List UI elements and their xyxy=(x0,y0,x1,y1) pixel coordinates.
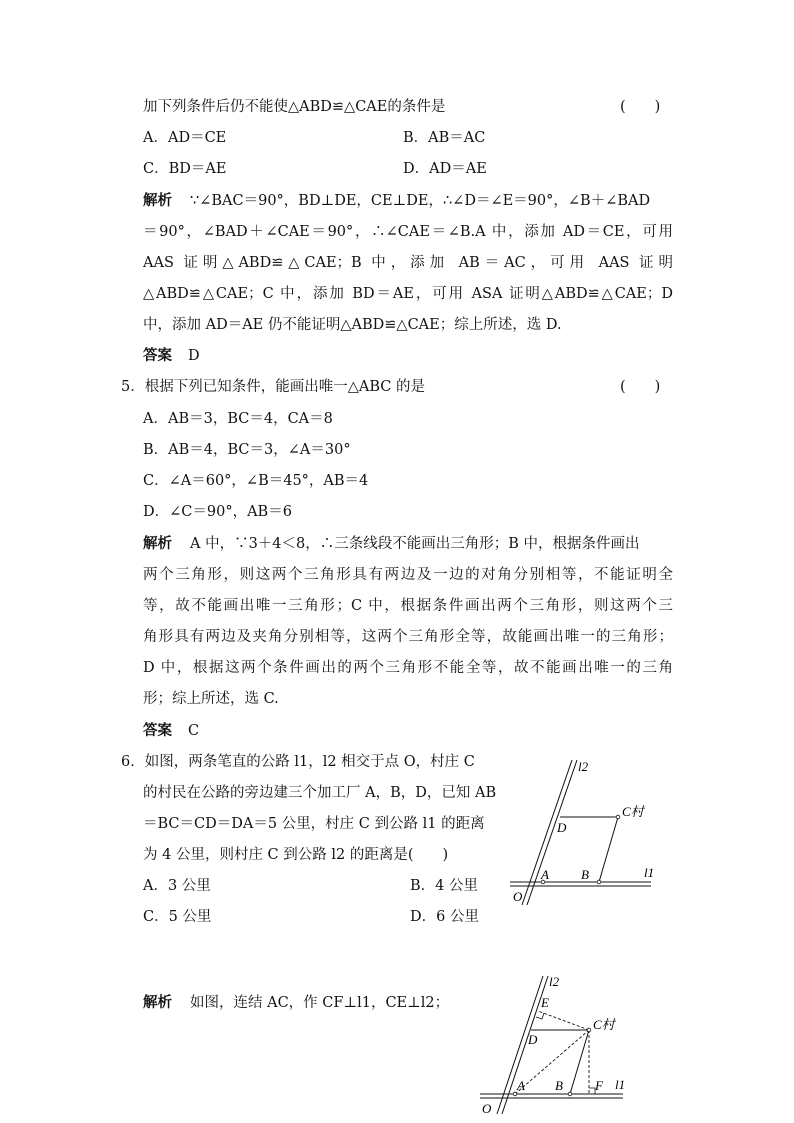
label-l1: l1 xyxy=(644,865,655,880)
label-d: D xyxy=(528,1032,538,1047)
label-l2: l2 xyxy=(578,759,589,774)
q5-answer: C xyxy=(188,723,200,739)
q6-option-a: A．3 公里 xyxy=(143,878,211,894)
label-c: C村 xyxy=(622,804,644,819)
q4-analysis-label: 解析 xyxy=(143,193,172,209)
q4-stem: 加下列条件后仍不能使△ABD≌△CAE的条件是 xyxy=(143,99,446,115)
segment-ce xyxy=(538,1011,589,1030)
label-l2: l2 xyxy=(549,974,560,989)
q4-analysis-line-5: 中，添加 AD＝AE 仍不能证明△ABD≌△CAE；综上所述，选 D. xyxy=(143,317,562,333)
label-f: F xyxy=(595,1078,603,1093)
q5-option-d: D．∠C＝90°，AB＝6 xyxy=(143,504,292,520)
q5-option-c: C．∠A＝60°，∠B＝45°，AB＝4 xyxy=(143,473,369,489)
q4-option-a: A．AD＝CE xyxy=(143,130,227,146)
q5-option-a: A．AB＝3，BC＝4，CA＝8 xyxy=(143,411,333,427)
q4-analysis-line-3: AAS 证明△ABD≌△CAE；B 中，添加 AB＝AC，可用 AAS 证明 xyxy=(143,255,673,271)
label-d: D xyxy=(557,820,567,835)
label-o: O xyxy=(482,1101,492,1116)
q4-option-c: C．BD＝AE xyxy=(143,161,227,177)
q6-stem-line-1: 6．如图，两条笔直的公路 l1，l2 相交于点 O，村庄 C xyxy=(121,754,475,770)
label-l1: l1 xyxy=(615,1077,626,1092)
q6-option-c: C．5 公里 xyxy=(143,909,212,925)
label-a: A xyxy=(517,1078,525,1093)
label-b: B xyxy=(581,867,589,882)
q5-analysis-line-6: 形；综上所述，选 C. xyxy=(143,691,279,707)
q6-figure-2 xyxy=(475,968,635,1118)
q4-option-d: D．AD＝AE xyxy=(403,161,487,177)
segment-ac xyxy=(515,1030,589,1094)
q6-analysis-text: 如图，连结 AC，作 CF⊥l1，CE⊥l2； xyxy=(190,995,450,1011)
q5-answer-label: 答案 xyxy=(143,723,172,739)
q5-answer-paren: ( ) xyxy=(620,379,661,395)
q4-option-b: B．AB＝AC xyxy=(403,130,486,146)
label-e: E xyxy=(541,995,549,1010)
q5-option-b: B．AB＝4，BC＝3，∠A＝30° xyxy=(143,442,351,458)
q4-analysis-line-2: ＝90°，∠BAD＋∠CAE＝90°，∴∠CAE＝∠B.A 中，添加 AD＝CE，可用 xyxy=(143,224,673,240)
q6-figure-1 xyxy=(505,755,665,915)
q4-answer: D xyxy=(188,348,200,364)
label-o: O xyxy=(513,889,523,904)
q5-analysis-line-3: 等，故不能画出唯一三角形；C 中，根据条件画出两个三角形，则这两个三 xyxy=(143,598,673,614)
q4-analysis-line-4: △ABD≌△CAE；C 中，添加 BD＝AE，可用 ASA 证明△ABD≌△CAE；D xyxy=(143,286,673,302)
label-b: B xyxy=(555,1078,563,1093)
q6-stem-line-4: 为 4 公里，则村庄 C 到公路 l2 的距离是( ) xyxy=(143,847,449,863)
q5-stem: 5．根据下列已知条件，能画出唯一△ABC 的是 xyxy=(121,379,425,395)
q5-analysis-line-5: D 中，根据这两个条件画出的两个三角形不能全等，故不能画出唯一的三角 xyxy=(143,660,673,676)
label-c: C村 xyxy=(593,1017,615,1032)
q6-stem-line-2: 的村民在公路的旁边建三个加工厂 A，B，D，已知 AB xyxy=(143,785,497,801)
label-a: A xyxy=(541,867,549,882)
q6-analysis-label: 解析 xyxy=(143,995,172,1011)
q4-answer-paren: ( ) xyxy=(620,99,661,115)
q6-option-b: B．4 公里 xyxy=(410,878,478,894)
q6-option-d: D．6 公里 xyxy=(410,909,479,925)
q4-answer-label: 答案 xyxy=(143,348,172,364)
q5-analysis-label: 解析 xyxy=(143,536,172,552)
q5-analysis-line-2: 两个三角形，则这两个三角形具有两边及一边的对角分别相等，不能证明全 xyxy=(143,567,673,583)
q4-analysis-line-1: ∵∠BAC＝90°，BD⊥DE，CE⊥DE，∴∠D＝∠E＝90°，∠B＋∠BAD xyxy=(190,193,651,209)
rhombus-abcd xyxy=(515,1030,589,1094)
q6-stem-line-3: ＝BC＝CD＝DA＝5 公里，村庄 C 到公路 l1 的距离 xyxy=(143,816,485,832)
q5-analysis-line-4: 角形具有两边及夹角分别相等，这两个三角形全等，故能画出唯一的三角形； xyxy=(143,629,673,645)
q5-analysis-line-1: A 中，∵3＋4＜8，∴三条线段不能画出三角形；B 中，根据条件画出 xyxy=(190,536,640,552)
